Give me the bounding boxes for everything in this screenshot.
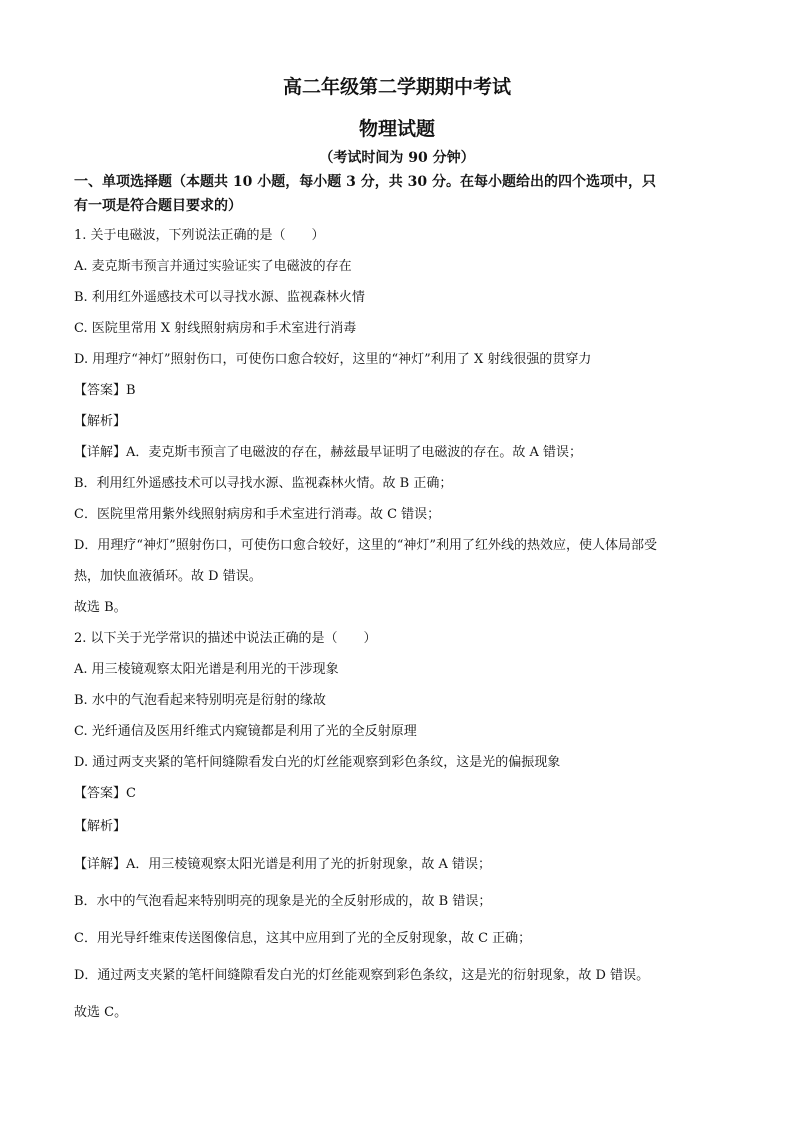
question-1-answer: 【答案】B — [74, 383, 136, 398]
question-2-analysis-label: 【解析】 — [74, 819, 127, 834]
question-1-conclusion: 故选 B。 — [74, 600, 127, 615]
section-heading-line-1: 一、单项选择题（本题共 10 小题，每小题 3 分，共 30 分。在每小题给出的四个选项中，只 — [74, 174, 656, 190]
question-2-option-b: B. 水中的气泡看起来特别明亮是衍射的缘故 — [74, 693, 326, 708]
question-1-analysis-label: 【解析】 — [74, 414, 127, 429]
question-2-detail-line: B．水中的气泡看起来特别明亮的现象是光的全反射形成的，故 B 错误； — [74, 894, 492, 909]
question-2-option-a: A. 用三棱镜观察太阳光谱是利用光的干涉现象 — [74, 662, 339, 677]
question-2-detail-line: C．用光导纤维束传送图像信息，这其中应用到了光的全反射现象，故 C 正确； — [74, 931, 532, 946]
question-1-stem: 1. 关于电磁波，下列说法正确的是（ ） — [74, 228, 325, 243]
question-2-conclusion: 故选 C。 — [74, 1005, 128, 1020]
question-1-detail-line: C．医院里常用紫外线照射病房和手术室进行消毒。故 C 错误； — [74, 507, 441, 522]
question-2-answer: 【答案】C — [74, 786, 136, 801]
question-1-option-c: C. 医院里常用 X 射线照射病房和手术室进行消毒 — [74, 321, 357, 336]
question-2-detail-line: D．通过两支夹紧的笔杆间缝隙看发白光的灯丝能观察到彩色条纹，这是光的衍射现象，故 D 错误。 — [74, 968, 650, 983]
question-1-detail-line: B．利用红外遥感技术可以寻找水源、监视森林火情。故 B 正确； — [74, 476, 453, 491]
exam-title: 高二年级第二学期期中考试 — [282, 76, 511, 98]
question-1-detail-line: 热，加快血液循环。故 D 错误。 — [74, 569, 262, 584]
question-2-detail-line: 【详解】A．用三棱镜观察太阳光谱是利用了光的折射现象，故 A 错误； — [74, 857, 492, 872]
subject-title: 物理试题 — [358, 118, 435, 140]
question-1-option-d: D. 用理疗“神灯”照射伤口，可使伤口愈合较好，这里的“神灯”利用了 X 射线很强的贯穿力 — [74, 352, 592, 367]
question-1-option-b: B. 利用红外遥感技术可以寻找水源、监视森林火情 — [74, 290, 365, 305]
section-heading-line-2: 有一项是符合题目要求的） — [74, 198, 242, 214]
exam-duration: （考试时间为 90 分钟） — [319, 150, 475, 166]
question-1-option-a: A. 麦克斯韦预言并通过实验证实了电磁波的存在 — [74, 259, 352, 274]
question-1-detail-line: 【详解】A．麦克斯韦预言了电磁波的存在，赫兹最早证明了电磁波的存在。故 A 错误； — [74, 445, 583, 460]
question-2-option-d: D. 通过两支夹紧的笔杆间缝隙看发白光的灯丝能观察到彩色条纹，这是光的偏振现象 — [74, 755, 561, 770]
question-1-detail-line: D．用理疗“神灯”照射伤口，可使伤口愈合较好，这里的“神灯”利用了红外线的热效应，使人体局部受 — [74, 538, 658, 553]
question-2-option-c: C. 光纤通信及医用纤维式内窥镜都是利用了光的全反射原理 — [74, 724, 417, 739]
question-2-stem: 2. 以下关于光学常识的描述中说法正确的是（ ） — [74, 631, 377, 646]
